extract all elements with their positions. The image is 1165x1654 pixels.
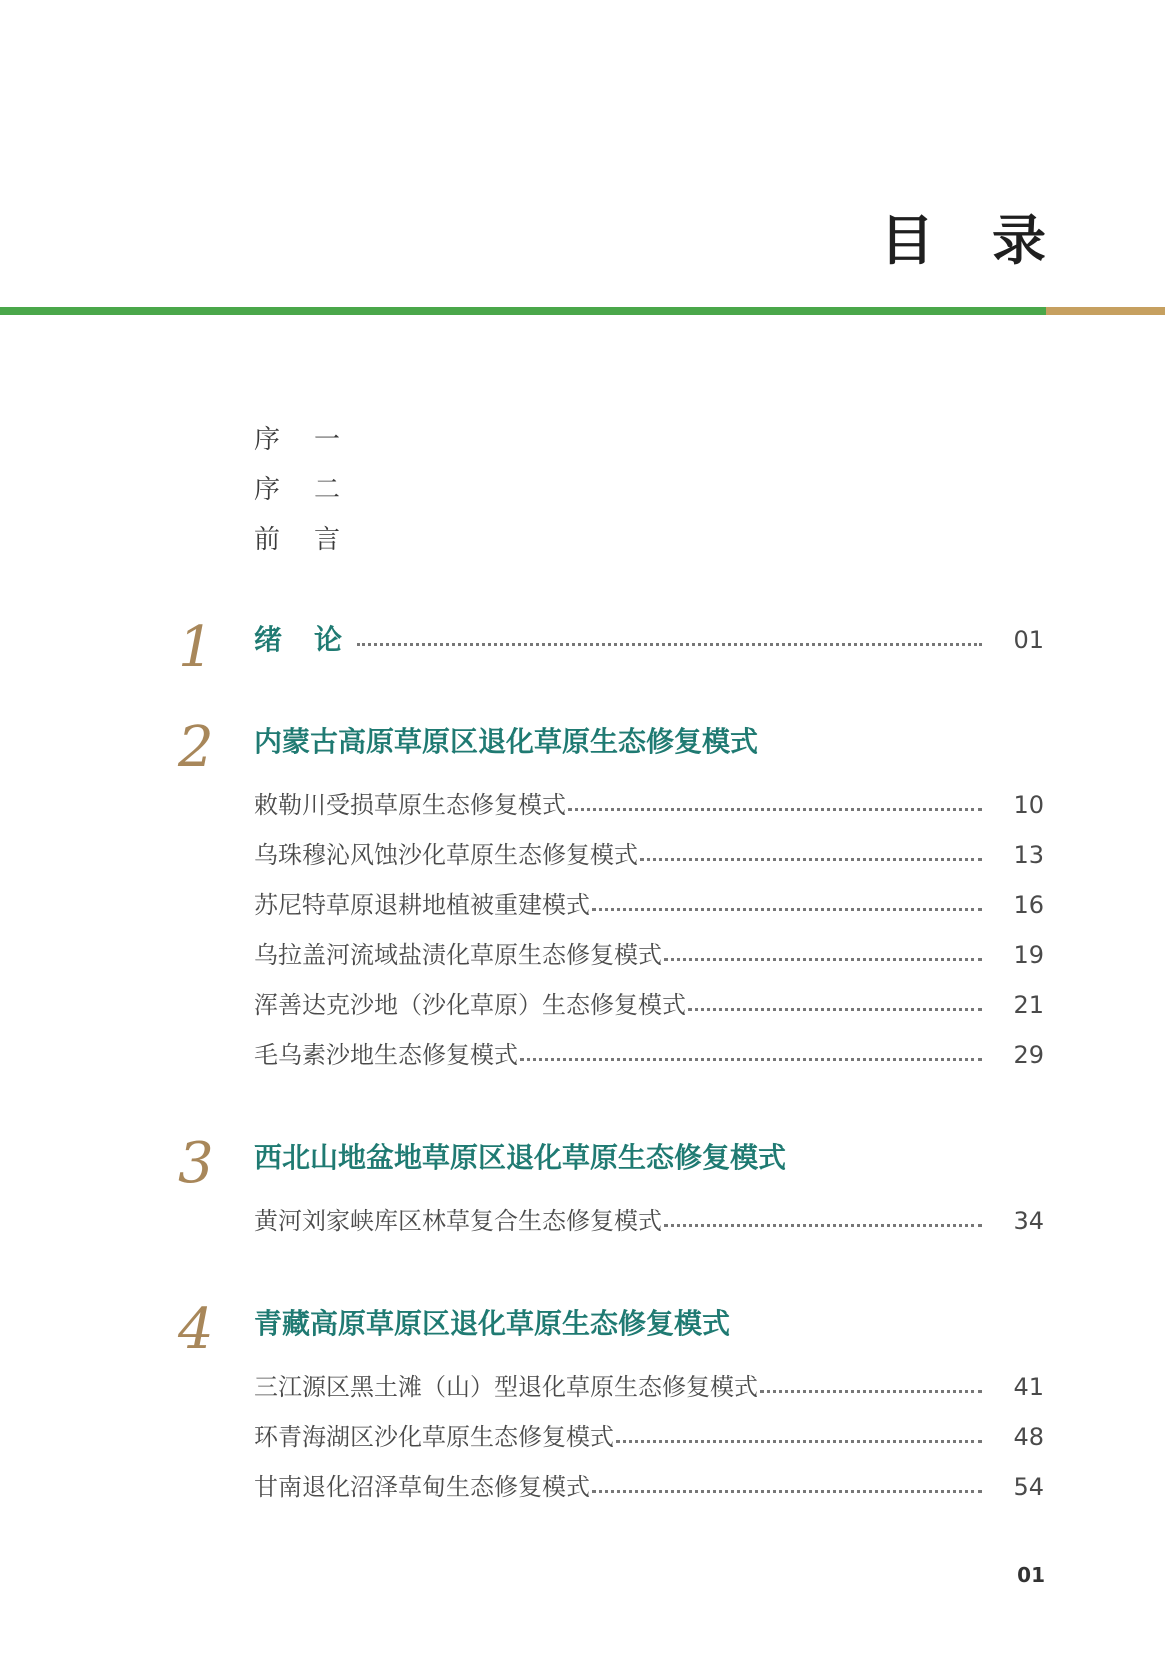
toc-title bbox=[880, 205, 1055, 275]
toc-entry[interactable] bbox=[254, 1470, 1044, 1504]
dot-leader bbox=[592, 1490, 982, 1493]
chapter-title[interactable]: 西北山地盆地草原区退化草原生态修复模式 bbox=[254, 1141, 787, 1174]
chapter-title[interactable]: 青藏高原草原区退化草原生态修复模式 bbox=[254, 1307, 731, 1340]
front-char: 一 bbox=[314, 425, 341, 455]
front-preface-2[interactable] bbox=[254, 470, 354, 510]
entry-title: 黄河刘家峡库区林草复合生态修复模式 bbox=[254, 1207, 662, 1235]
dot-leader bbox=[616, 1440, 982, 1443]
front-char: 言 bbox=[314, 525, 341, 555]
entry-title: 毛乌素沙地生态修复模式 bbox=[254, 1041, 518, 1069]
dot-leader bbox=[520, 1058, 982, 1061]
chapter-title bbox=[254, 620, 349, 660]
toc-entry[interactable] bbox=[254, 938, 1044, 972]
chapter-numeral: 3 bbox=[178, 1131, 214, 1196]
dot-leader bbox=[688, 1008, 982, 1011]
entry-title: 三江源区黑土滩（山）型退化草原生态修复模式 bbox=[254, 1373, 758, 1401]
dot-leader bbox=[357, 643, 982, 646]
entry-title: 甘南退化沼泽草甸生态修复模式 bbox=[254, 1473, 590, 1501]
page-number: 41 bbox=[1013, 1373, 1044, 1401]
dot-leader bbox=[760, 1390, 982, 1393]
toc-entry[interactable] bbox=[254, 1204, 1044, 1238]
toc-entry[interactable] bbox=[254, 988, 1044, 1022]
entry-title: 浑善达克沙地（沙化草原）生态修复模式 bbox=[254, 991, 686, 1019]
front-char: 序 bbox=[254, 425, 281, 455]
front-preface-1[interactable] bbox=[254, 420, 354, 460]
toc-entry[interactable] bbox=[254, 1420, 1044, 1454]
folio-page-number: 01 bbox=[1017, 1563, 1045, 1587]
title-char: 论 bbox=[314, 623, 343, 656]
toc-entry[interactable] bbox=[254, 888, 1044, 922]
title-char: 绪 bbox=[254, 623, 283, 656]
dot-leader bbox=[664, 958, 982, 961]
chapter-numeral: 1 bbox=[178, 615, 214, 680]
page-number: 19 bbox=[1013, 941, 1044, 969]
dot-leader bbox=[568, 808, 982, 811]
page-number: 48 bbox=[1013, 1423, 1044, 1451]
title-char-2: 录 bbox=[992, 208, 1046, 272]
toc-entry-introduction[interactable] bbox=[254, 620, 1044, 660]
header-rule-gold bbox=[1046, 307, 1165, 315]
page-number: 10 bbox=[1013, 791, 1044, 819]
entry-title: 乌珠穆沁风蚀沙化草原生态修复模式 bbox=[254, 841, 638, 869]
entry-title: 苏尼特草原退耕地植被重建模式 bbox=[254, 891, 590, 919]
chapter-title[interactable]: 内蒙古高原草原区退化草原生态修复模式 bbox=[254, 725, 759, 758]
chapter-numeral: 2 bbox=[178, 715, 214, 780]
chapter-numeral: 4 bbox=[178, 1297, 214, 1362]
dot-leader bbox=[640, 858, 982, 861]
front-char: 前 bbox=[254, 525, 281, 555]
entry-title: 环青海湖区沙化草原生态修复模式 bbox=[254, 1423, 614, 1451]
entry-title: 敕勒川受损草原生态修复模式 bbox=[254, 791, 566, 819]
toc-entry[interactable] bbox=[254, 1370, 1044, 1404]
title-char-1: 目 bbox=[880, 208, 934, 272]
page-number: 13 bbox=[1013, 841, 1044, 869]
header-rule-green bbox=[0, 307, 1046, 315]
toc-entry[interactable] bbox=[254, 1038, 1044, 1072]
toc-entry[interactable] bbox=[254, 788, 1044, 822]
page-number: 54 bbox=[1013, 1473, 1044, 1501]
page-number: 21 bbox=[1013, 991, 1044, 1019]
front-char: 序 bbox=[254, 475, 281, 505]
entry-title: 乌拉盖河流域盐渍化草原生态修复模式 bbox=[254, 941, 662, 969]
page-number: 01 bbox=[1013, 626, 1044, 654]
front-char: 二 bbox=[314, 475, 341, 505]
page-number: 34 bbox=[1013, 1207, 1044, 1235]
page-number: 16 bbox=[1013, 891, 1044, 919]
dot-leader bbox=[592, 908, 982, 911]
page-number: 29 bbox=[1013, 1041, 1044, 1069]
toc-entry[interactable] bbox=[254, 838, 1044, 872]
dot-leader bbox=[664, 1224, 982, 1227]
front-foreword[interactable] bbox=[254, 520, 354, 560]
